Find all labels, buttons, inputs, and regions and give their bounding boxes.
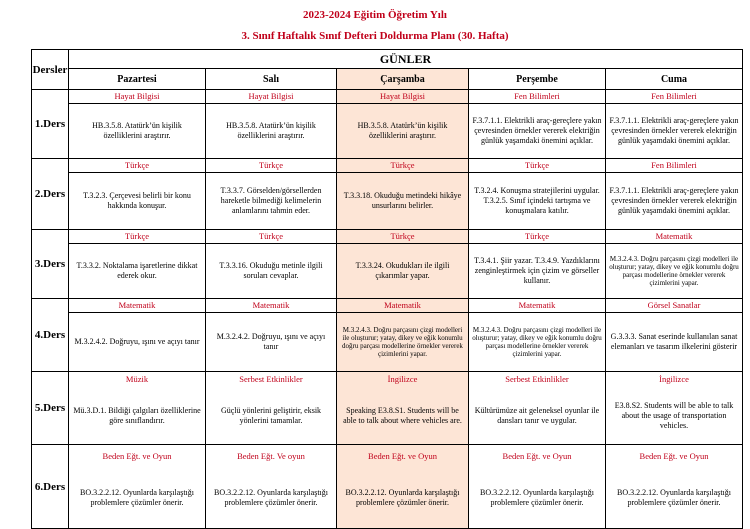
outcome-text: F.3.7.1.1. Elektrikli araç-gereçlere yakın çevresinden örnekler vererek elektriğin günlük yaşamdaki önemini açıklar. [609,116,739,145]
document-subtitle: 3. Sınıf Haftalık Sınıf Defteri Doldurma Planı (30. Hafta) [241,30,509,42]
subject-label: Türkçe [337,230,468,244]
lesson-cell-tuesday [206,230,337,299]
lesson-cell-monday [69,159,206,230]
subject-label: Serbest Etkinlikler [505,374,569,384]
outcome-text: M.3.2.4.2. Doğruyu, ışını ve açıyı tanır [216,332,326,351]
subject-label: Fen Bilimleri [606,159,742,173]
subject-label: Türkçe [337,159,468,173]
subject-label: Beden Eğt. ve Oyun [639,451,709,461]
lesson-cell-tuesday [206,90,337,159]
lesson-label: 5.Ders [32,372,69,445]
outcome-text: Speaking E3.8.S1. Students will be able to talk about where vehicles are. [343,405,462,425]
lesson-cell-friday [606,299,743,372]
lesson-cell-friday [606,445,743,529]
subject-label: Beden Eğt. ve Oyun [368,451,437,461]
lesson-cell-tuesday [206,372,337,445]
outcome-text: HB.3.5.8. Atatürk’ün kişilik özelliklerini araştırır. [92,121,182,140]
subject-label: Matematik [469,299,605,313]
outcome-text: F.3.7.1.1. Elektrikli araç-gereçlere yakın çevresinden örnekler vererek elektriğin günlük yaşamdaki önemini açıklar. [609,186,739,215]
lesson-cell-monday [69,445,206,529]
subject-label: Türkçe [69,159,205,173]
lesson-cell-wednesday [337,159,469,230]
lesson-row [32,445,743,529]
lesson-cell-friday [606,372,743,445]
outcome-text: M.3.2.4.3. Doğru parçasını çizgi modelleri ile oluşturur; yatay, dikey ve eğik konumlu doğru parçası modellerine örnekler vererek çizimlerini yapar. [342,326,463,358]
outcome-text: HB.3.5.8. Atatürk’ün kişilik özelliklerini araştırır. [357,121,448,140]
lesson-cell-thursday [469,299,606,372]
subject-label: Hayat Bilgisi [206,90,336,104]
subject-label: Matematik [337,299,468,313]
gunler-header: GÜNLER [69,50,743,69]
subject-label: Beden Eğt. ve Oyun [102,451,172,461]
outcome-text: F.3.7.1.1. Elektrikli araç-gereçlere yakın çevresinden örnekler vererek elektriğin günlük yaşamdaki önemini açıklar. [472,116,602,145]
subject-label: İngilizce [387,374,418,384]
subject-label: Fen Bilimleri [606,90,742,104]
lesson-cell-thursday [469,372,606,445]
outcome-text: G.3.3.3. Sanat eserinde kullanılan sanat elemanları ve tasarım ilkelerini gösterir [610,332,738,351]
lesson-cell-monday [69,90,206,159]
subject-label: Görsel Sanatlar [606,299,742,313]
lesson-label: 2.Ders [32,159,69,230]
subject-label: Hayat Bilgisi [337,90,468,104]
lesson-label: 1.Ders [32,90,69,159]
lesson-cell-thursday [469,159,606,230]
day-header-monday: Pazartesi [69,69,206,90]
outcome-text: T.3.3.7. Görselden/görsellerden hareketle bilmediği kelimelerin anlamlarını tahmin eder. [220,186,322,215]
weekly-plan-table [31,49,743,529]
dersler-header: Dersler [32,50,69,90]
lesson-cell-thursday [469,90,606,159]
subject-label: Matematik [606,230,742,244]
day-header-wednesday: Çarşamba [337,69,469,90]
lesson-cell-thursday [469,230,606,299]
outcome-text: BO.3.2.2.12. Oyunlarda karşılaştığı problemlere çözümler önerir. [345,488,460,507]
lesson-cell-friday [606,159,743,230]
lesson-cell-friday [606,90,743,159]
outcome-text: T.3.4.1. Şiir yazar. T.3.4.9. Yazdıklarını zenginleştirmek için çizim ve görseller kullanır. [474,256,600,285]
outcome-text: Kültürümüze ait geleneksel oyunlar ile dansları tanır ve uygular. [474,405,600,425]
outcome-text: T.3.3.2. Noktalama işaretlerine dikkat ederek okur. [76,261,198,280]
subject-label: Türkçe [206,230,336,244]
outcome-text: Güçlü yönlerini geliştirir, eksik yönlerini tamamlar. [220,405,322,425]
outcome-text: E3.8.S2. Students will be able to talk about the usage of transportation vehicles. [614,400,734,430]
outcome-text: BO.3.2.2.12. Oyunlarda karşılaştığı problemlere çözümler önerir. [214,488,328,507]
lesson-row [32,372,743,445]
outcome-text: M.3.2.4.3. Doğru parçasını çizgi modelleri ile oluşturur; yatay, dikey ve eğik konumlu doğru parçası modellerine örnekler vererek çizimlerini yapar. [472,326,602,358]
subject-label: Fen Bilimleri [469,90,605,104]
lesson-cell-thursday [469,445,606,529]
lesson-cell-tuesday [206,159,337,230]
lesson-cell-tuesday [206,445,337,529]
subject-label: Müzik [125,374,149,384]
outcome-text: HB.3.5.8. Atatürk’ün kişilik özelliklerini araştırır. [226,121,316,140]
outcome-text: BO.3.2.2.12. Oyunlarda karşılaştığı problemlere çözümler önerir. [480,488,594,507]
outcome-text: T.3.3.18. Okuduğu metindeki hikâye unsurlarını belirler. [343,191,462,210]
lesson-cell-wednesday [337,445,469,529]
lesson-cell-wednesday [337,299,469,372]
outcome-text: M.3.2.4.3. Doğru parçasını çizgi modelleri ile oluşturur; yatay, dikey ve eğik konumlu doğru parçası modellerine örnekler vererek çizimlerini yapar. [609,255,739,287]
subject-label: Matematik [69,299,205,313]
lesson-cell-wednesday [337,372,469,445]
outcome-text: BO.3.2.2.12. Oyunlarda karşılaştığı problemlere çözümler önerir. [80,488,194,507]
subject-label: Matematik [206,299,336,313]
subject-label: Beden Eğt. Ve oyun [237,451,305,461]
day-header-thursday: Perşembe [469,69,606,90]
lesson-cell-friday [606,230,743,299]
subject-label: Türkçe [69,230,205,244]
subject-label: Serbest Etkinlikler [239,374,303,384]
subject-label: İngilizce [659,374,689,384]
outcome-text: M.3.2.4.2. Doğruyu, ışını ve açıyı tanır [74,337,200,346]
outcome-text: T.3.2.4. Konuşma stratejilerini uygular. T.3.2.5. Sınıf içindeki tartışma ve konuşmalara katılır. [474,186,600,215]
lesson-cell-wednesday [337,230,469,299]
plan-body [32,90,743,529]
lesson-label: 6.Ders [32,445,69,529]
lesson-cell-monday [69,230,206,299]
lesson-cell-monday [69,372,206,445]
lesson-cell-wednesday [337,90,469,159]
lesson-row [32,159,743,230]
subject-label: Beden Eğt. ve Oyun [502,451,572,461]
outcome-text: T.3.3.24. Okudukları ile ilgili çıkarımlar yapar. [355,261,450,280]
outcome-text: T.3.2.3. Çerçevesi belirli bir konu hakkında konuşur. [83,191,191,210]
outcome-text: T.3.3.16. Okuduğu metinle ilgili soruları cevaplar. [219,261,323,280]
subject-label: Türkçe [469,230,605,244]
lesson-row [32,230,743,299]
lesson-label: 4.Ders [32,299,69,372]
lesson-label: 3.Ders [32,230,69,299]
lesson-row [32,299,743,372]
day-header-friday: Cuma [606,69,743,90]
outcome-text: Mü.3.D.1. Bildiği çalgıları özelliklerine göre sınıflandırır. [73,405,201,425]
day-header-tuesday: Salı [206,69,337,90]
lesson-cell-tuesday [206,299,337,372]
subject-label: Türkçe [206,159,336,173]
lesson-cell-monday [69,299,206,372]
subject-label: Türkçe [469,159,605,173]
subject-label: Hayat Bilgisi [69,90,205,104]
document-title: 2023-2024 Eğitim Öğretim Yılı [303,9,447,21]
lesson-row [32,90,743,159]
outcome-text: BO.3.2.2.12. Oyunlarda karşılaştığı problemlere çözümler önerir. [617,488,731,507]
